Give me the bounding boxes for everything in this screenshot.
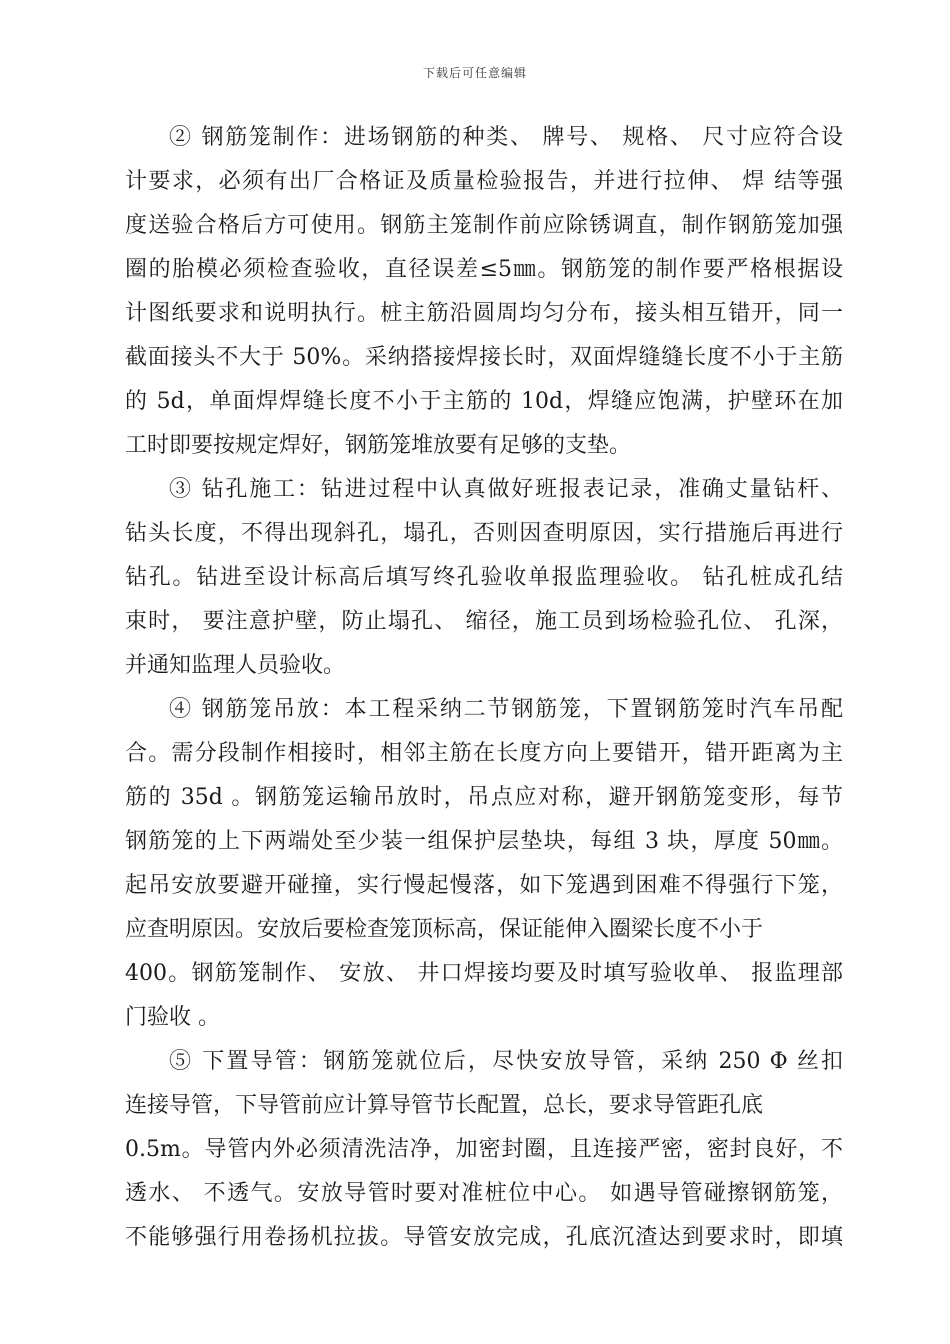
text-line: 400。钢筋笼制作、 安放、 井口焊接均要及时填写验收单、 报监理部 (125, 961, 843, 986)
text-line: 钢筋笼的上下两端处至少装一组保护层垫块，每组 3 块，厚度 50㎜。 (125, 829, 843, 854)
text-line: 0.5m。导管内外必须清洗洁净，加密封圈，且连接严密，密封良好，不 (125, 1137, 843, 1162)
text-line: 工时即要按规定焊好，钢筋笼堆放要有足够的支垫。 (125, 433, 632, 458)
text-line: 门验收 。 (125, 1005, 220, 1030)
paragraph-conduit-placement (125, 1040, 843, 1260)
page-header: 下载后可任意编辑 (422, 66, 527, 80)
text-line: 的 5d，单面焊焊缝长度不小于主筋的 10d，焊缝应饱满，护壁环在加 (125, 389, 843, 414)
text-line: 起吊安放要避开碰撞，实行慢起慢落，如下笼遇到困难不得强行下笼， (125, 873, 843, 898)
text-line: ⑤ 下置导管：钢筋笼就位后，尽快安放导管，采纳 250 Φ 丝扣 (169, 1049, 843, 1074)
paragraph-rebar-cage-hoisting (125, 688, 843, 1040)
text-line: 截面接头不大于 50%。采纳搭接焊接长时，双面焊缝缝长度不小于主筋 (125, 345, 843, 370)
text-line: 束时， 要注意护壁，防止塌孔、 缩径，施工员到场检验孔位、 孔深， (125, 609, 843, 634)
text-line: 透水、 不透气。安放导管时要对准桩位中心。 如遇导管碰擦钢筋笼， (125, 1181, 843, 1206)
text-line: 度送验合格后方可使用。钢筋主笼制作前应除锈调直，制作钢筋笼加强 (125, 213, 843, 238)
text-line: 钻头长度，不得出现斜孔，塌孔，否则因查明原因，实行措施后再进行 (125, 521, 843, 546)
text-line: ② 钢筋笼制作：进场钢筋的种类、 牌号、 规格、 尺寸应符合设 (169, 125, 843, 150)
text-line: 合。需分段制作相接时，相邻主筋在长度方向上要错开，错开距离为主 (125, 741, 843, 766)
paragraph-rebar-cage-fabrication (125, 116, 843, 468)
text-line: 应查明原因。安放后要检查笼顶标高，保证能伸入圈梁长度不小于 (125, 917, 764, 942)
document-body (125, 116, 843, 1260)
text-line: 不能够强行用卷扬机拉拔。导管安放完成，孔底沉渣达到要求时，即填 (125, 1225, 843, 1250)
text-line: ④ 钢筋笼吊放：本工程采纳二节钢筋笼，下置钢筋笼时汽车吊配 (169, 697, 843, 722)
text-line: 圈的胎模必须检查验收，直径误差≤5㎜。钢筋笼的制作要严格根据设 (125, 257, 843, 282)
text-line: 计要求，必须有出厂合格证及质量检验报告，并进行拉伸、 焊 结等强 (125, 169, 843, 194)
text-line: ③ 钻孔施工：钻进过程中认真做好班报表记录，准确丈量钻杆、 (169, 477, 843, 502)
text-line: 计图纸要求和说明执行。桩主筋沿圆周均匀分布，接头相互错开，同一 (125, 301, 843, 326)
text-line: 并通知监理人员验收。 (125, 653, 346, 678)
text-line: 钻孔。钻进至设计标高后填写终孔验收单报监理验收。 钻孔桩成孔结 (125, 565, 843, 590)
paragraph-drilling (125, 468, 843, 688)
text-line: 连接导管，下导管前应计算导管节长配置，总长，要求导管距孔底 (125, 1093, 764, 1118)
text-line: 筋的 35d 。钢筋笼运输吊放时，吊点应对称，避开钢筋笼变形，每节 (125, 785, 843, 810)
